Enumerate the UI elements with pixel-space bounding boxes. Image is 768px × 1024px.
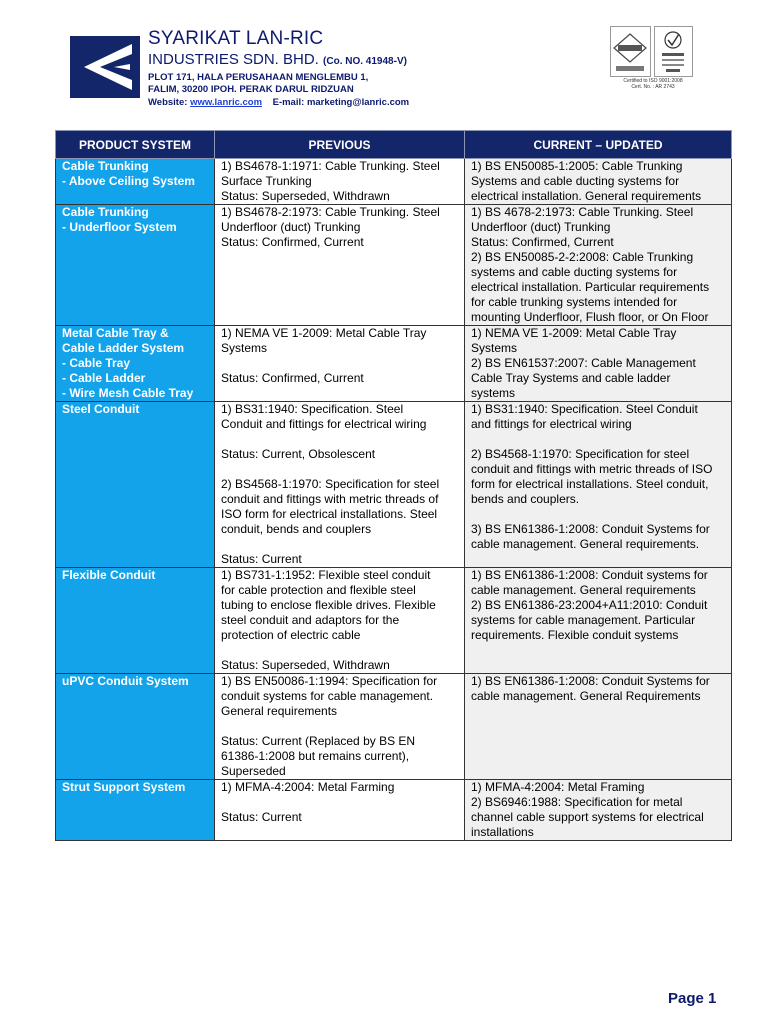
cell-text-line: 61386-1:2008 but remains current),	[221, 749, 410, 763]
previous-standard-cell	[215, 326, 465, 402]
cell-text-line: Systems and cable ducting systems for	[471, 174, 680, 188]
cell-text-line: 1) BS731-1:1952: Flexible steel conduit	[221, 568, 431, 582]
cell-text-line: electrical installation. General requirements	[471, 189, 702, 203]
page-number: Page 1	[668, 990, 717, 1007]
cell-text-line: Underfloor (duct) Trunking	[471, 220, 611, 234]
cell-text-line: Status: Superseded, Withdrawn	[221, 658, 390, 672]
cell-text-line: uPVC Conduit System	[62, 674, 189, 688]
product-system-cell	[56, 159, 215, 205]
cell-text-line: 2) BS EN61537:2007: Cable Management	[471, 356, 696, 370]
cell-text-line: Cable Trunking	[62, 205, 149, 219]
cell-text-line: Systems	[471, 341, 518, 355]
column-header-previous: PREVIOUS	[215, 131, 465, 159]
table-row	[56, 159, 732, 205]
certification-line2: Cert. No. : AR 2743	[631, 84, 675, 90]
table-row	[56, 674, 732, 780]
product-system-cell	[56, 568, 215, 674]
table-header-row	[56, 131, 732, 159]
cell-text-line: Flexible Conduit	[62, 568, 156, 582]
cell-text-line: - Underfloor System	[62, 220, 177, 234]
current-standard-cell	[465, 205, 732, 326]
cell-text-line: - Wire Mesh Cable Tray	[62, 386, 194, 400]
cell-text-line: Superseded	[221, 764, 286, 778]
cell-text-line	[221, 643, 461, 658]
certification-caption	[618, 78, 688, 90]
cell-text-line: steel conduit and adaptors for the	[221, 613, 400, 627]
cell-text-line: 1) NEMA VE 1-2009: Metal Cable Tray	[221, 326, 427, 340]
cell-text-line: 1) MFMA-4:2004: Metal Framing	[471, 780, 645, 794]
previous-standard-cell	[215, 568, 465, 674]
email-address: marketing@lanric.com	[306, 97, 410, 108]
website-label: Website:	[148, 97, 188, 108]
cell-text-line: Status: Current	[221, 552, 302, 566]
cell-text-line	[221, 462, 461, 477]
cell-text-line: Status: Confirmed, Current	[221, 371, 364, 385]
cell-text-line: 2) BS EN61386-23:2004+A11:2010: Conduit	[471, 598, 708, 612]
product-system-cell	[56, 205, 215, 326]
cell-text-line: Status: Superseded, Withdrawn	[221, 189, 390, 203]
cell-text-line: electrical installation. Particular requirements	[471, 280, 710, 294]
cell-text-line: requirements. Flexible conduit systems	[471, 628, 679, 642]
cell-text-line: 2) BS4568-1:1970: Specification for steel	[471, 447, 690, 461]
cell-text-line: Status: Confirmed, Current	[471, 235, 614, 249]
cell-text-line: 1) BS 4678-2:1973: Cable Trunking. Steel	[471, 205, 694, 219]
cell-text-line: tubing to enclose flexible drives. Flexible	[221, 598, 436, 612]
cell-text-line: installations	[471, 825, 534, 839]
certification-line1: Certified to ISO 9001:2008	[623, 78, 683, 84]
cell-text-line: 1) BS EN50085-1:2005: Cable Trunking	[471, 159, 683, 173]
cell-text-line: Steel Conduit	[62, 402, 140, 416]
cell-text-line: Status: Current	[221, 810, 302, 824]
company-header	[148, 28, 409, 109]
cell-text-line: - Cable Ladder	[62, 371, 146, 385]
cell-text-line: 1) BS4678-1:1971: Cable Trunking. Steel	[221, 159, 440, 173]
company-registration: (Co. NO. 41948-V)	[323, 56, 407, 67]
company-name-suffix: INDUSTRIES SDN. BHD.	[148, 51, 319, 68]
cell-text-line: 1) BS31:1940: Specification. Steel	[221, 402, 404, 416]
cell-text-line: 3) BS EN61386-1:2008: Conduit Systems for	[471, 522, 710, 536]
cell-text-line: for cable protection and flexible steel	[221, 583, 416, 597]
column-header-current: CURRENT – UPDATED	[465, 131, 732, 159]
cell-text-line: 2) BS4568-1:1970: Specification for steel	[221, 477, 440, 491]
cell-text-line: Cable Tray Systems and cable ladder	[471, 371, 671, 385]
company-name-line2	[148, 50, 409, 72]
product-system-cell	[56, 674, 215, 780]
cell-text-line: 1) BS EN61386-1:2008: Conduit Systems for	[471, 674, 710, 688]
cell-text-line: systems for cable management. Particular	[471, 613, 696, 627]
cell-text-line: 1) BS4678-2:1973: Cable Trunking. Steel	[221, 205, 440, 219]
table-row	[56, 402, 732, 568]
table-row	[56, 568, 732, 674]
cell-text-line: Status: Current, Obsolescent	[221, 447, 376, 461]
cell-text-line: General requirements	[221, 704, 338, 718]
current-standard-cell	[465, 674, 732, 780]
previous-standard-cell	[215, 780, 465, 841]
cell-text-line: Cable Ladder System	[62, 341, 185, 355]
current-standard-cell	[465, 568, 732, 674]
table-row	[56, 205, 732, 326]
cell-text-line: 1) BS EN61386-1:2008: Conduit systems for	[471, 568, 708, 582]
cell-text-line: for cable trunking systems intended for	[471, 295, 678, 309]
email-label: E-mail:	[272, 97, 305, 108]
cell-text-line: mounting Underfloor, Flush floor, or On Floor	[471, 310, 709, 324]
cell-text-line: cable management. General requirements.	[471, 537, 700, 551]
cell-text-line: Metal Cable Tray &	[62, 326, 169, 340]
cell-text-line: cable management. General Requirements	[471, 689, 701, 703]
column-header-product-system: PRODUCT SYSTEM	[56, 131, 215, 159]
product-system-cell	[56, 402, 215, 568]
website-link[interactable]: www.lanric.com	[190, 97, 263, 108]
previous-standard-cell	[215, 674, 465, 780]
cell-text-line: systems	[471, 386, 516, 400]
cell-text-line: Status: Current (Replaced by BS EN	[221, 734, 416, 748]
cell-text-line: conduit systems for cable management.	[221, 689, 434, 703]
cell-text-line: 1) MFMA-4:2004: Metal Farming	[221, 780, 395, 794]
current-standard-cell	[465, 780, 732, 841]
address-line2: FALIM, 30200 IPOH. PERAK DARUL RIDZUAN	[148, 84, 354, 95]
cell-text-line: Systems	[221, 341, 268, 355]
product-system-cell	[56, 780, 215, 841]
company-name-line1: SYARIKAT LAN-RIC	[148, 28, 324, 49]
cell-text-line	[221, 432, 461, 447]
cell-text-line: bends and couplers.	[471, 492, 580, 506]
cell-text-line	[471, 507, 728, 522]
standards-table	[55, 130, 732, 841]
address-line1: PLOT 171, HALA PERUSAHAAN MENGLEMBU 1,	[148, 72, 369, 83]
current-standard-cell	[465, 326, 732, 402]
cell-text-line: protection of electric cable	[221, 628, 361, 642]
cell-text-line: form for electrical installations. Steel conduit,	[471, 477, 709, 491]
table-body	[56, 159, 732, 841]
table-row	[56, 780, 732, 841]
table-row	[56, 326, 732, 402]
cell-text-line	[221, 356, 461, 371]
cell-text-line: 1) NEMA VE 1-2009: Metal Cable Tray	[471, 326, 677, 340]
cell-text-line	[221, 795, 461, 810]
cell-text-line: cable management. General requirements	[471, 583, 696, 597]
cell-text-line: - Cable Tray	[62, 356, 131, 370]
cell-text-line: 1) BS31:1940: Specification. Steel Conduit	[471, 402, 698, 416]
cell-text-line: Conduit and fittings for electrical wiring	[221, 417, 427, 431]
cell-text-line: 2) BS EN50085-2-2:2008: Cable Trunking	[471, 250, 694, 264]
cell-text-line: ISO form for electrical installations. Steel	[221, 507, 438, 521]
previous-standard-cell	[215, 159, 465, 205]
cell-text-line: conduit, bends and couplers	[221, 522, 372, 536]
current-standard-cell	[465, 159, 732, 205]
cell-text-line	[221, 537, 461, 552]
product-system-cell	[56, 326, 215, 402]
cell-text-line	[471, 432, 728, 447]
previous-standard-cell	[215, 205, 465, 326]
contact-line	[148, 96, 409, 109]
cell-text-line: - Above Ceiling System	[62, 174, 195, 188]
cell-text-line: Strut Support System	[62, 780, 186, 794]
cell-text-line: Surface Trunking	[221, 174, 312, 188]
current-standard-cell	[465, 402, 732, 568]
cell-text-line: Cable Trunking	[62, 159, 149, 173]
cell-text-line: Status: Confirmed, Current	[221, 235, 364, 249]
cell-text-line: and fittings for electrical wiring	[471, 417, 632, 431]
company-logo-icon	[70, 36, 140, 98]
cell-text-line: systems and cable ducting systems for	[471, 265, 678, 279]
cell-text-line: conduit and fittings with metric threads of	[221, 492, 439, 506]
cell-text-line: 2) BS6946:1988: Specification for metal	[471, 795, 683, 809]
cell-text-line	[221, 719, 461, 734]
cell-text-line: Underfloor (duct) Trunking	[221, 220, 361, 234]
cell-text-line: conduit and fittings with metric threads of ISO	[471, 462, 713, 476]
cell-text-line: 1) BS EN50086-1:1994: Specification for	[221, 674, 438, 688]
previous-standard-cell	[215, 402, 465, 568]
cell-text-line: channel cable support systems for electrical	[471, 810, 704, 824]
